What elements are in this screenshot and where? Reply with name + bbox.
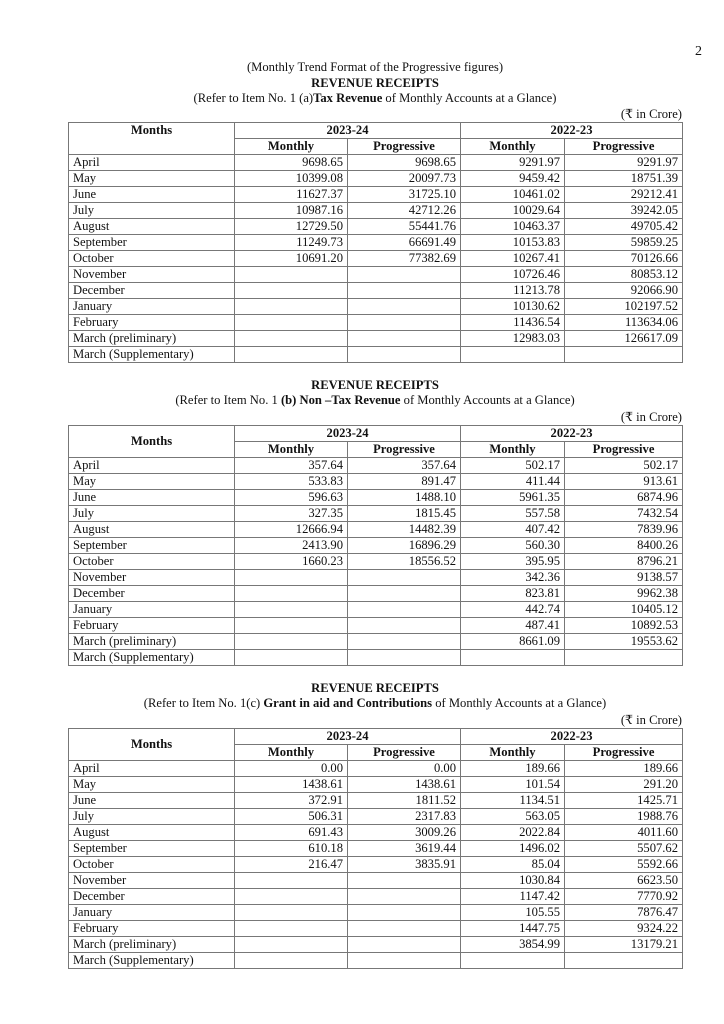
reference-prefix: (Refer to Item No. 1(c) (143, 696, 264, 710)
reference-bold: (b) Non –Tax Revenue (280, 393, 401, 407)
table-row (69, 203, 683, 219)
monthly-2023-24-cell: 372.91 (235, 792, 348, 808)
monthly-2022-23-cell: 5961.35 (461, 489, 565, 505)
month-cell: February (69, 617, 235, 633)
progressive-2023-24-cell: 3009.26 (348, 824, 461, 840)
header-fy-2023-24: 2023-24 (235, 728, 461, 744)
monthly-2023-24-cell (235, 299, 348, 315)
header-months: Months (69, 123, 235, 155)
month-cell: October (69, 553, 235, 569)
header-fy-2023-24: 2023-24 (235, 425, 461, 441)
monthly-2023-24-cell: 11249.73 (235, 235, 348, 251)
grant-in-aid-table (68, 728, 683, 969)
progressive-2023-24-cell (348, 315, 461, 331)
header-months: Months (69, 728, 235, 760)
monthly-2023-24-cell (235, 920, 348, 936)
header-fy-2022-23: 2022-23 (461, 425, 683, 441)
progressive-2022-23-cell: 913.61 (565, 473, 683, 489)
monthly-2023-24-cell: 327.35 (235, 505, 348, 521)
monthly-2023-24-cell: 12729.50 (235, 219, 348, 235)
table-row (69, 856, 683, 872)
progressive-2023-24-cell: 14482.39 (348, 521, 461, 537)
progressive-2023-24-cell (348, 267, 461, 283)
month-cell: September (69, 537, 235, 553)
monthly-2023-24-cell: 216.47 (235, 856, 348, 872)
table-row (69, 457, 683, 473)
monthly-2023-24-cell: 10691.20 (235, 251, 348, 267)
table-row (69, 936, 683, 952)
table-row (69, 808, 683, 824)
month-cell: September (69, 840, 235, 856)
progressive-2023-24-cell: 20097.73 (348, 171, 461, 187)
month-cell: May (69, 473, 235, 489)
progressive-2023-24-cell: 31725.10 (348, 187, 461, 203)
month-cell: July (69, 505, 235, 521)
progressive-2023-24-cell: 3835.91 (348, 856, 461, 872)
table-row (69, 888, 683, 904)
monthly-2022-23-cell: 10726.46 (461, 267, 565, 283)
progressive-2023-24-cell: 9698.65 (348, 155, 461, 171)
progressive-2023-24-cell: 16896.29 (348, 537, 461, 553)
month-cell: April (69, 155, 235, 171)
monthly-2022-23-cell: 10463.37 (461, 219, 565, 235)
progressive-2022-23-cell: 49705.42 (565, 219, 683, 235)
month-cell: March (preliminary) (69, 331, 235, 347)
progressive-2022-23-cell: 92066.90 (565, 283, 683, 299)
monthly-2023-24-cell (235, 888, 348, 904)
monthly-2023-24-cell (235, 617, 348, 633)
table-row (69, 585, 683, 601)
monthly-2022-23-cell: 105.55 (461, 904, 565, 920)
progressive-2022-23-cell: 9138.57 (565, 569, 683, 585)
header-progressive: Progressive (565, 441, 683, 457)
monthly-2023-24-cell: 610.18 (235, 840, 348, 856)
progressive-2023-24-cell: 77382.69 (348, 251, 461, 267)
progressive-2023-24-cell: 3619.44 (348, 840, 461, 856)
month-cell: June (69, 792, 235, 808)
month-cell: February (69, 920, 235, 936)
progressive-2022-23-cell: 9291.97 (565, 155, 683, 171)
progressive-2023-24-cell (348, 617, 461, 633)
unit-label: (₹ in Crore) (620, 712, 682, 727)
monthly-2022-23-cell: 2022.84 (461, 824, 565, 840)
progressive-2023-24-cell (348, 299, 461, 315)
month-cell: April (69, 457, 235, 473)
progressive-2023-24-cell: 1811.52 (348, 792, 461, 808)
monthly-2022-23-cell: 342.36 (461, 569, 565, 585)
monthly-2022-23-cell: 502.17 (461, 457, 565, 473)
progressive-2023-24-cell: 357.64 (348, 457, 461, 473)
monthly-2022-23-cell: 395.95 (461, 553, 565, 569)
monthly-2023-24-cell: 10987.16 (235, 203, 348, 219)
progressive-2023-24-cell: 1488.10 (348, 489, 461, 505)
table-row (69, 473, 683, 489)
table-row (69, 776, 683, 792)
monthly-2023-24-cell: 0.00 (235, 760, 348, 776)
monthly-2022-23-cell: 12983.03 (461, 331, 565, 347)
progressive-2023-24-cell: 0.00 (348, 760, 461, 776)
table-row (69, 824, 683, 840)
table-row (69, 155, 683, 171)
monthly-2023-24-cell: 596.63 (235, 489, 348, 505)
table-row (69, 920, 683, 936)
monthly-2022-23-cell: 10029.64 (461, 203, 565, 219)
table-row (69, 872, 683, 888)
section-reference (68, 91, 682, 107)
header-progressive: Progressive (348, 139, 461, 155)
header-progressive: Progressive (348, 441, 461, 457)
progressive-2023-24-cell (348, 601, 461, 617)
non-tax-revenue-section (68, 378, 682, 666)
monthly-2022-23-cell: 487.41 (461, 617, 565, 633)
monthly-2023-24-cell (235, 267, 348, 283)
grant-in-aid-section (68, 681, 682, 969)
monthly-2023-24-cell (235, 315, 348, 331)
monthly-2022-23-cell: 1030.84 (461, 872, 565, 888)
month-cell: September (69, 235, 235, 251)
progressive-2022-23-cell: 4011.60 (565, 824, 683, 840)
table-row (69, 537, 683, 553)
monthly-2022-23-cell: 11436.54 (461, 315, 565, 331)
monthly-2023-24-cell: 12666.94 (235, 521, 348, 537)
reference-prefix: (Refer to Item No. 1 (175, 393, 281, 407)
monthly-2023-24-cell (235, 633, 348, 649)
progressive-2023-24-cell (348, 952, 461, 968)
progressive-2023-24-cell: 55441.76 (348, 219, 461, 235)
reference-suffix: of Monthly Accounts at a Glance) (400, 393, 575, 407)
monthly-2022-23-cell: 1134.51 (461, 792, 565, 808)
header-fy-2022-23: 2022-23 (461, 123, 683, 139)
table-row (69, 521, 683, 537)
reference-suffix: of Monthly Accounts at a Glance) (432, 696, 607, 710)
table-row (69, 840, 683, 856)
monthly-2022-23-cell: 823.81 (461, 585, 565, 601)
table-row (69, 187, 683, 203)
progressive-2022-23-cell: 80853.12 (565, 267, 683, 283)
table-row (69, 219, 683, 235)
table-row (69, 633, 683, 649)
progressive-2022-23-cell: 502.17 (565, 457, 683, 473)
month-cell: January (69, 904, 235, 920)
progressive-2022-23-cell: 6874.96 (565, 489, 683, 505)
progressive-2022-23-cell: 10405.12 (565, 601, 683, 617)
progressive-2023-24-cell: 42712.26 (348, 203, 461, 219)
header-fy-2022-23: 2022-23 (461, 728, 683, 744)
tax-revenue-table (68, 122, 683, 363)
month-cell: March (Supplementary) (69, 649, 235, 665)
monthly-2023-24-cell (235, 952, 348, 968)
monthly-2023-24-cell: 10399.08 (235, 171, 348, 187)
month-cell: May (69, 776, 235, 792)
progressive-2022-23-cell: 1988.76 (565, 808, 683, 824)
month-cell: May (69, 171, 235, 187)
monthly-2023-24-cell (235, 331, 348, 347)
month-cell: January (69, 601, 235, 617)
monthly-2022-23-cell: 557.58 (461, 505, 565, 521)
monthly-2022-23-cell: 10153.83 (461, 235, 565, 251)
month-cell: October (69, 856, 235, 872)
progressive-2023-24-cell: 2317.83 (348, 808, 461, 824)
monthly-2022-23-cell (461, 649, 565, 665)
header-monthly: Monthly (461, 139, 565, 155)
monthly-2022-23-cell (461, 347, 565, 363)
month-cell: March (preliminary) (69, 936, 235, 952)
month-cell: June (69, 489, 235, 505)
month-cell: November (69, 872, 235, 888)
table-row (69, 283, 683, 299)
table-row (69, 792, 683, 808)
monthly-2022-23-cell: 407.42 (461, 521, 565, 537)
monthly-2022-23-cell: 442.74 (461, 601, 565, 617)
monthly-2023-24-cell: 533.83 (235, 473, 348, 489)
reference-prefix: (Refer to Item No. 1 (a) (193, 90, 314, 105)
header-progressive: Progressive (565, 744, 683, 760)
table-row (69, 904, 683, 920)
monthly-2022-23-cell (461, 952, 565, 968)
monthly-2022-23-cell: 9291.97 (461, 155, 565, 171)
monthly-2023-24-cell (235, 904, 348, 920)
monthly-2023-24-cell (235, 347, 348, 363)
month-cell: July (69, 203, 235, 219)
header-fy-2023-24: 2023-24 (235, 123, 461, 139)
header-monthly: Monthly (235, 744, 348, 760)
progressive-2023-24-cell: 66691.49 (348, 235, 461, 251)
monthly-2023-24-cell: 11627.37 (235, 187, 348, 203)
monthly-2022-23-cell: 560.30 (461, 537, 565, 553)
month-cell: August (69, 824, 235, 840)
monthly-2023-24-cell: 1438.61 (235, 776, 348, 792)
table-body (69, 457, 683, 665)
table-row (69, 315, 683, 331)
progressive-2022-23-cell (565, 347, 683, 363)
monthly-2022-23-cell: 10130.62 (461, 299, 565, 315)
month-cell: November (69, 569, 235, 585)
header-monthly: Monthly (235, 139, 348, 155)
monthly-2022-23-cell: 11213.78 (461, 283, 565, 299)
month-cell: February (69, 315, 235, 331)
section-title: REVENUE RECEIPTS (311, 681, 439, 695)
monthly-2022-23-cell: 101.54 (461, 776, 565, 792)
progressive-2023-24-cell (348, 283, 461, 299)
month-cell: July (69, 808, 235, 824)
table-row (69, 505, 683, 521)
monthly-2023-24-cell: 1660.23 (235, 553, 348, 569)
header-progressive: Progressive (348, 744, 461, 760)
monthly-2023-24-cell (235, 601, 348, 617)
unit-label: (₹ in Crore) (620, 107, 682, 121)
progressive-2023-24-cell: 18556.52 (348, 553, 461, 569)
monthly-2022-23-cell: 8661.09 (461, 633, 565, 649)
header-monthly: Monthly (461, 744, 565, 760)
monthly-2023-24-cell (235, 872, 348, 888)
progressive-2023-24-cell (348, 569, 461, 585)
monthly-2022-23-cell: 1147.42 (461, 888, 565, 904)
section-reference (68, 696, 682, 712)
section-title: REVENUE RECEIPTS (311, 378, 439, 392)
monthly-2023-24-cell (235, 569, 348, 585)
tax-revenue-section (68, 60, 682, 363)
progressive-2023-24-cell: 891.47 (348, 473, 461, 489)
month-cell: December (69, 283, 235, 299)
monthly-2022-23-cell: 411.44 (461, 473, 565, 489)
format-note: (Monthly Trend Format of the Progressive figures) (246, 60, 504, 74)
reference-bold: Tax Revenue (313, 90, 383, 105)
progressive-2022-23-cell: 113634.06 (565, 315, 683, 331)
progressive-2022-23-cell: 18751.39 (565, 171, 683, 187)
monthly-2022-23-cell: 10267.41 (461, 251, 565, 267)
monthly-2023-24-cell: 357.64 (235, 457, 348, 473)
table-row (69, 601, 683, 617)
progressive-2022-23-cell: 7876.47 (565, 904, 683, 920)
month-cell: March (Supplementary) (69, 347, 235, 363)
progressive-2023-24-cell (348, 920, 461, 936)
progressive-2022-23-cell: 70126.66 (565, 251, 683, 267)
table-row (69, 171, 683, 187)
progressive-2022-23-cell: 39242.05 (565, 203, 683, 219)
month-cell: August (69, 219, 235, 235)
progressive-2022-23-cell: 9324.22 (565, 920, 683, 936)
table-row (69, 489, 683, 505)
progressive-2022-23-cell: 102197.52 (565, 299, 683, 315)
progressive-2022-23-cell (565, 649, 683, 665)
month-cell: June (69, 187, 235, 203)
month-cell: January (69, 299, 235, 315)
month-cell: November (69, 267, 235, 283)
progressive-2023-24-cell: 1438.61 (348, 776, 461, 792)
table-row (69, 649, 683, 665)
monthly-2022-23-cell: 563.05 (461, 808, 565, 824)
progressive-2023-24-cell (348, 872, 461, 888)
progressive-2022-23-cell: 7770.92 (565, 888, 683, 904)
progressive-2022-23-cell: 189.66 (565, 760, 683, 776)
progressive-2022-23-cell: 126617.09 (565, 331, 683, 347)
progressive-2023-24-cell: 1815.45 (348, 505, 461, 521)
monthly-2022-23-cell: 85.04 (461, 856, 565, 872)
progressive-2023-24-cell (348, 649, 461, 665)
monthly-2023-24-cell: 691.43 (235, 824, 348, 840)
monthly-2022-23-cell: 1447.75 (461, 920, 565, 936)
reference-bold: Grant in aid and Contributions (263, 696, 433, 710)
table-body (69, 155, 683, 363)
table-row (69, 553, 683, 569)
unit-label: (₹ in Crore) (620, 409, 682, 424)
month-cell: March (Supplementary) (69, 952, 235, 968)
monthly-2022-23-cell: 1496.02 (461, 840, 565, 856)
progressive-2022-23-cell: 291.20 (565, 776, 683, 792)
table-row (69, 235, 683, 251)
progressive-2022-23-cell: 5507.62 (565, 840, 683, 856)
monthly-2023-24-cell: 9698.65 (235, 155, 348, 171)
header-monthly: Monthly (461, 441, 565, 457)
progressive-2022-23-cell: 6623.50 (565, 872, 683, 888)
header-progressive: Progressive (565, 139, 683, 155)
progressive-2022-23-cell: 9962.38 (565, 585, 683, 601)
month-cell: December (69, 585, 235, 601)
month-cell: October (69, 251, 235, 267)
monthly-2022-23-cell: 3854.99 (461, 936, 565, 952)
month-cell: December (69, 888, 235, 904)
table-row (69, 331, 683, 347)
monthly-2023-24-cell: 2413.90 (235, 537, 348, 553)
page-number: 2 (695, 44, 702, 59)
progressive-2022-23-cell: 7432.54 (565, 505, 683, 521)
progressive-2023-24-cell (348, 347, 461, 363)
monthly-2023-24-cell (235, 283, 348, 299)
month-cell: March (preliminary) (69, 633, 235, 649)
progressive-2022-23-cell: 8796.21 (565, 553, 683, 569)
progressive-2023-24-cell (348, 331, 461, 347)
progressive-2023-24-cell (348, 888, 461, 904)
progressive-2023-24-cell (348, 936, 461, 952)
progressive-2022-23-cell (565, 952, 683, 968)
monthly-2022-23-cell: 189.66 (461, 760, 565, 776)
month-cell: August (69, 521, 235, 537)
progressive-2022-23-cell: 19553.62 (565, 633, 683, 649)
section-title: REVENUE RECEIPTS (311, 75, 439, 90)
progressive-2022-23-cell: 59859.25 (565, 235, 683, 251)
header-months: Months (69, 425, 235, 457)
progressive-2022-23-cell: 13179.21 (565, 936, 683, 952)
monthly-2023-24-cell: 506.31 (235, 808, 348, 824)
table-row (69, 952, 683, 968)
progressive-2022-23-cell: 8400.26 (565, 537, 683, 553)
monthly-2023-24-cell (235, 585, 348, 601)
monthly-2022-23-cell: 10461.02 (461, 187, 565, 203)
section-reference (68, 393, 682, 409)
table-row (69, 569, 683, 585)
table-row (69, 299, 683, 315)
progressive-2023-24-cell (348, 904, 461, 920)
month-cell: April (69, 760, 235, 776)
table-row (69, 760, 683, 776)
progressive-2022-23-cell: 7839.96 (565, 521, 683, 537)
progressive-2022-23-cell: 10892.53 (565, 617, 683, 633)
progressive-2023-24-cell (348, 633, 461, 649)
non-tax-revenue-table (68, 425, 683, 666)
monthly-2023-24-cell (235, 649, 348, 665)
table-row (69, 347, 683, 363)
progressive-2022-23-cell: 5592.66 (565, 856, 683, 872)
table-body (69, 760, 683, 968)
reference-suffix: of Monthly Accounts at a Glance) (382, 90, 557, 105)
progressive-2022-23-cell: 29212.41 (565, 187, 683, 203)
table-row (69, 617, 683, 633)
monthly-2022-23-cell: 9459.42 (461, 171, 565, 187)
table-row (69, 251, 683, 267)
progressive-2023-24-cell (348, 585, 461, 601)
monthly-2023-24-cell (235, 936, 348, 952)
table-row (69, 267, 683, 283)
progressive-2022-23-cell: 1425.71 (565, 792, 683, 808)
header-monthly: Monthly (235, 441, 348, 457)
